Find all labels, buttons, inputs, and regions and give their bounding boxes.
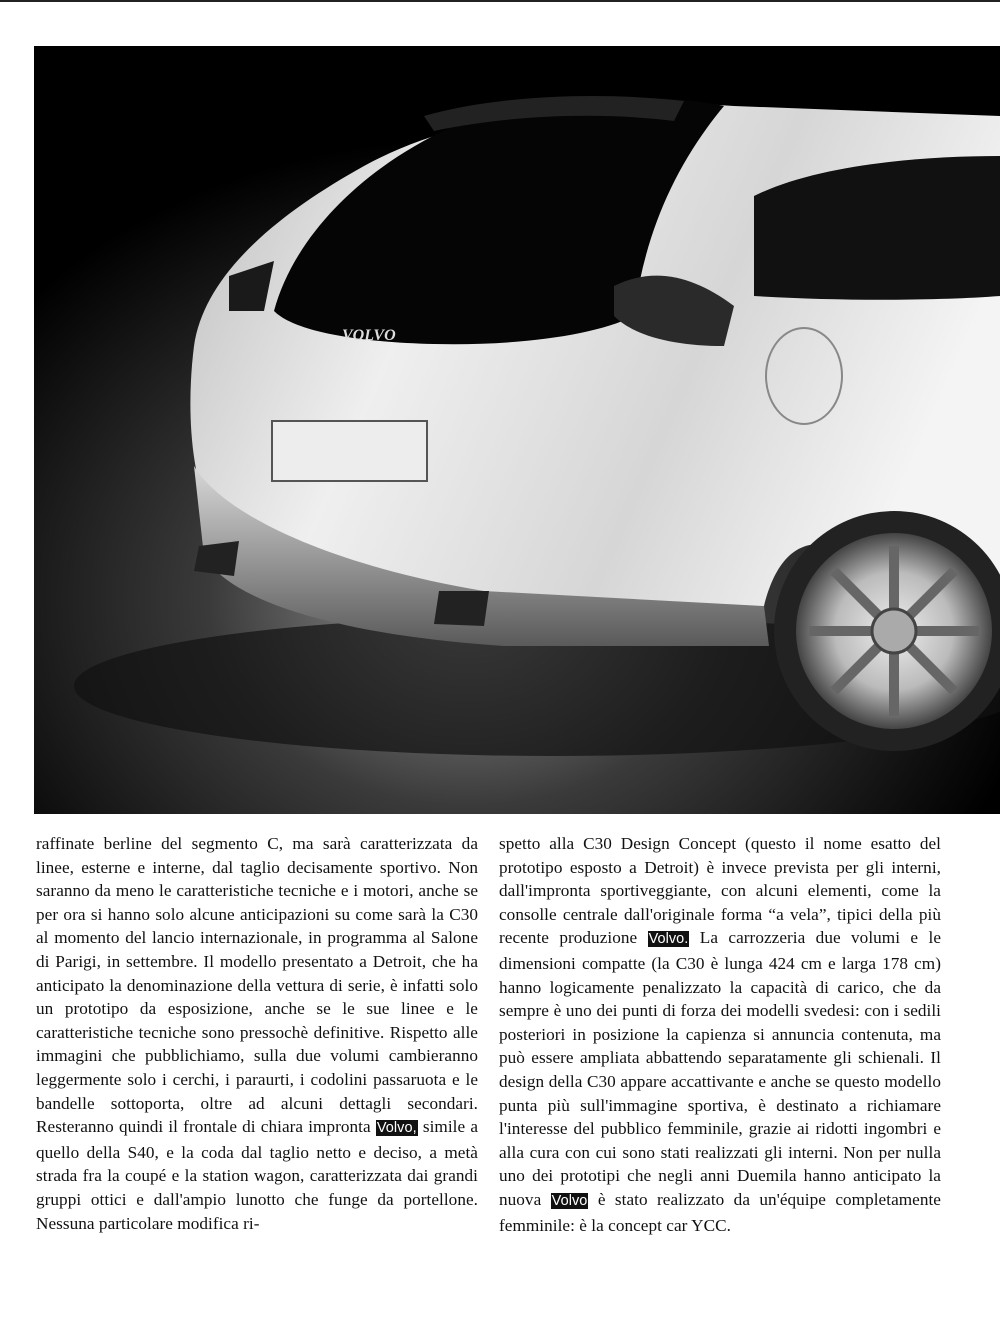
text-span: simile a quello della S40, e la coda dal taglio netto e deciso, a metà strada fra la coupé e la station wagon, caratterizzata dai grandi gruppi ottici e dall'ampio lunotto che funge da portellone. Nessuna particolare modifica ri- [36,1117,478,1233]
highlighted-brand: Volvo [551,1192,588,1209]
volvo-badge: VOLVO [342,327,396,344]
car-photo [34,46,1000,814]
highlighted-brand: Volvo, [376,1120,417,1137]
top-rule [0,0,1000,2]
article-right-column [499,832,941,1237]
highlighted-brand: Volvo. [648,931,689,948]
text-span: spetto alla C30 Design Concept (questo il nome esatto del prototipo esposto a Detroit) è invece prevista per gli interni, dall'impronta sportiveggiante, con alcuni elementi, come la consolle centrale dall'originale forma “a vela”, tipici della più recente produzione [499,834,941,948]
text-span: raffinate berline del segmento C, ma sarà caratterizzata da linee, esterne e interne, dal taglio decisamente sportivo. Non saranno da meno le caratteristiche tecniche e i motori, anche se per ora si hanno solo alcune anticipazioni su come sarà la C30 al momento del lancio internazionale, in programma al Salone di Parigi, in settembre. Il modello presentato a Detroit, che ha anticipato la denominazione della vettura di serie, è infatti solo un prototipo da esposizione, anche se le sue linee e le caratteristiche tecniche sono pressochè definitive. Rispetto alle immagini che pubblichiamo, sulla due volumi cambieranno leggermente solo i cerchi, i paraurti, i codolini passaruota e le bandelle sottoporta, oltre ad alcuni dettagli secondari. Resteranno quindi il frontale di chiara impronta [36,834,478,1137]
text-span: La carrozzeria due volumi e le dimensioni compatte (la C30 è lunga 424 cm e larga 178 cm) hanno logicamente penalizzato la capacità di carico, che da sempre è uno dei punti di forza dei modelli svedesi: con i sedili posteriori in posizione la capienza si annuncia contenuta, ma può essere ampliata abbattendo separatamente gli schienali. Il design della C30 appare accattivante e anche se questo modello punta più sull'immagine sportiva, è destinato a richiamare l'interesse del pubblico femminile, grazie ai ridotti ingombri e alla cura con cui sono stati realizzati gli interni. Non per nulla uno dei prototipi che negli anni Duemila hanno anticipato la nuova [499,928,941,1209]
article-left-column [36,832,478,1235]
paragraph [499,832,941,1237]
car-photo-icon [34,46,1000,814]
paragraph [36,832,478,1235]
text-span: è stato realizzato da un'équipe completamente femminile: è la concept car YCC. [499,1189,941,1235]
